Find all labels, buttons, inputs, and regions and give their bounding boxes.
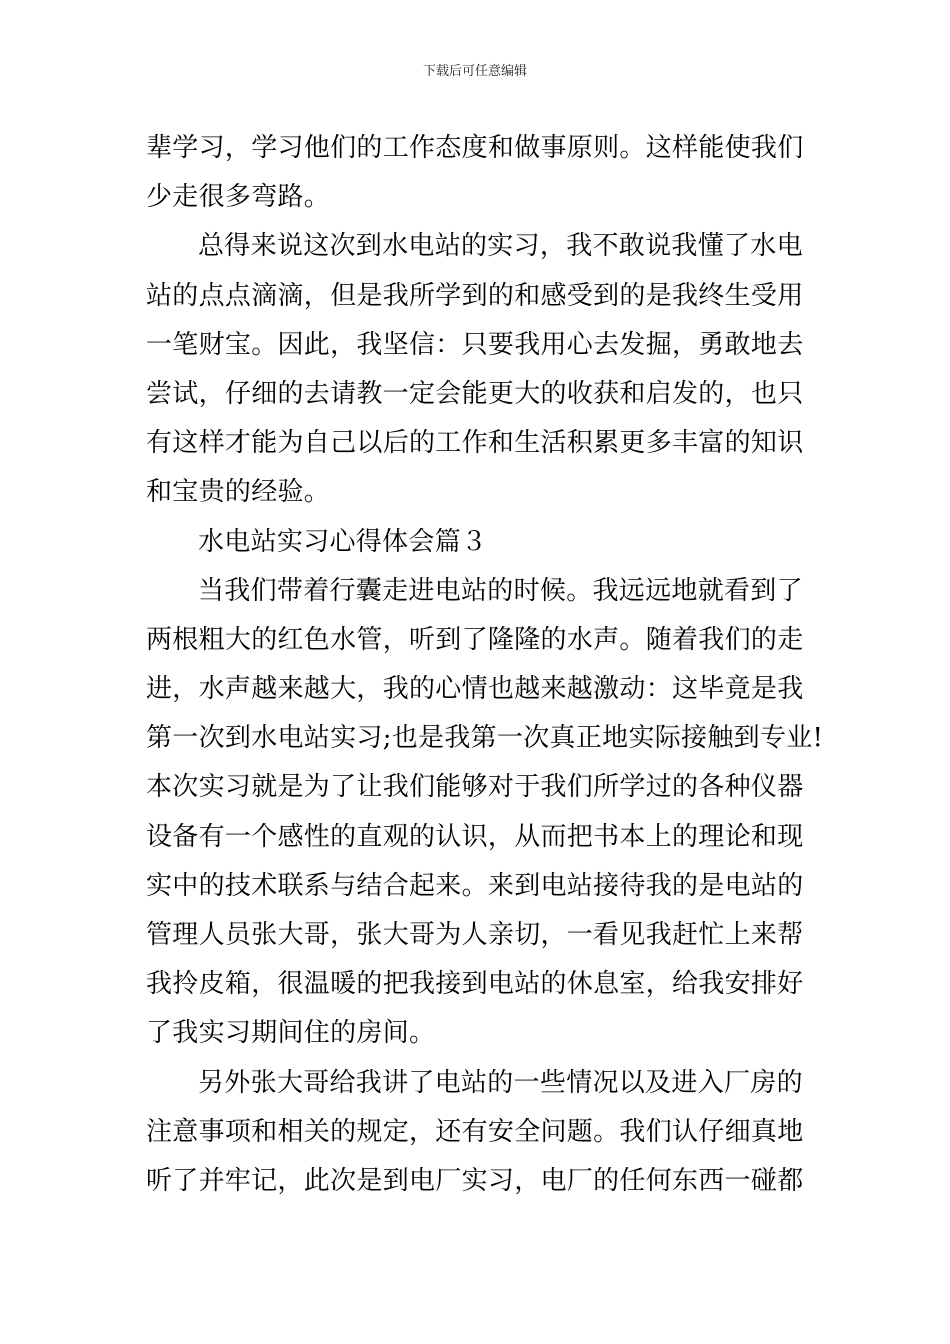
text-line: 听了并牢记，此次是到电厂实习，电厂的任何东西一碰都	[146, 1165, 804, 1196]
text-line: 另外张大哥给我讲了电站的一些情况以及进入厂房的	[198, 1067, 803, 1098]
text-line: 管理人员张大哥，张大哥为人亲切，一看见我赶忙上来帮	[146, 920, 804, 950]
text-line: 两根粗大的红色水管，听到了隆隆的水声。随着我们的走	[146, 624, 804, 655]
text-line: 注意事项和相关的规定，还有安全问题。我们认仔细真地	[146, 1116, 804, 1147]
text-line: 有这样才能为自己以后的工作和生活积累更多丰富的知识	[146, 428, 804, 459]
text-line: 一笔财宝。因此，我坚信：只要我用心去发掘，勇敢地去	[146, 329, 804, 360]
text-line: 总得来说这次到水电站的实习，我不敢说我懂了水电	[198, 231, 803, 262]
text-line: 和宝贵的经验。	[146, 477, 331, 508]
text-line: 尝试，仔细的去请教一定会能更大的收获和启发的，也只	[146, 378, 804, 409]
text-line: 站的点点滴滴，但是我所学到的和感受到的是我终生受用	[146, 280, 804, 311]
text-line: 了我实习期间住的房间。	[146, 1018, 436, 1049]
text-line: 我拎皮箱，很温暖的把我接到电站的休息室，给我安排好	[146, 969, 804, 1000]
text-line: 第一次到水电站实习;也是我第一次真正地实际接触到专业!	[146, 723, 824, 754]
text-line: 实中的技术联系与结合起来。来到电站接待我的是电站的	[146, 870, 804, 901]
text-line: 辈学习，学习他们的工作态度和做事原则。这样能使我们	[146, 133, 804, 163]
text-line: 少走很多弯路。	[146, 182, 331, 213]
document-body	[146, 124, 824, 1206]
page-header-note: 下载后可任意编辑	[422, 64, 527, 79]
text-line: 当我们带着行囊走进电站的时候。我远远地就看到了	[198, 575, 803, 606]
text-line: 本次实习就是为了让我们能够对于我们所学过的各种仪器	[146, 772, 804, 803]
section-heading: 水电站实习心得体会篇３	[198, 526, 488, 557]
text-line: 进，水声越来越大，我的心情也越来越激动：这毕竟是我	[146, 674, 804, 705]
text-line: 设备有一个感性的直观的认识，从而把书本上的理论和现	[146, 821, 804, 852]
